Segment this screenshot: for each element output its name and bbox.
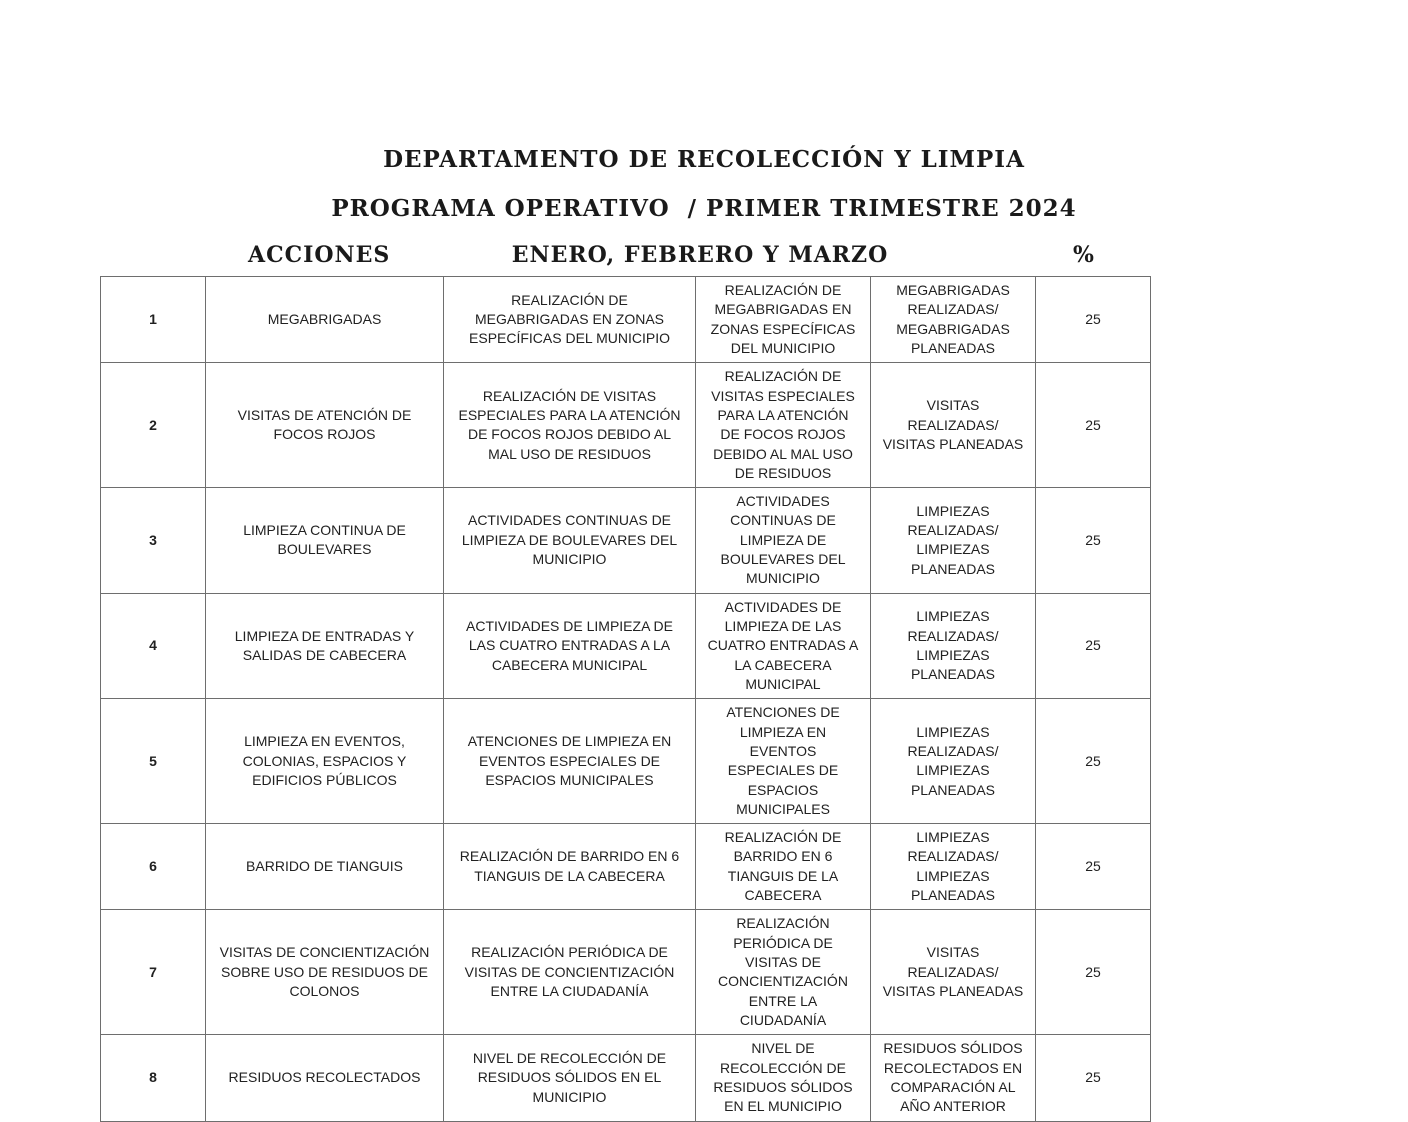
cell-description: REALIZACIÓN DE BARRIDO EN 6 TIANGUIS DE LA CABECERA (444, 824, 696, 910)
cell-percent: 25 (1036, 593, 1151, 699)
table-section (100, 242, 1150, 1122)
table-row (101, 277, 1151, 363)
cell-description-2: REALIZACIÓN PERIÓDICA DE VISITAS DE CONCIENTIZACIÓN ENTRE LA CIUDADANÍA (696, 910, 871, 1035)
cell-row-number: 2 (101, 363, 206, 488)
cell-indicator: VISITAS REALIZADAS/ VISITAS PLANEADAS (871, 363, 1036, 488)
cell-description-2: ACTIVIDADES DE LIMPIEZA DE LAS CUATRO ENTRADAS A LA CABECERA MUNICIPAL (696, 593, 871, 699)
table-row (101, 363, 1151, 488)
cell-row-number: 3 (101, 488, 206, 594)
cell-row-number: 6 (101, 824, 206, 910)
cell-action: LIMPIEZA DE ENTRADAS Y SALIDAS DE CABECERA (206, 593, 444, 699)
column-header-percent: % (1073, 242, 1095, 268)
cell-percent: 25 (1036, 910, 1151, 1035)
cell-percent: 25 (1036, 824, 1151, 910)
table-row (101, 910, 1151, 1035)
cell-indicator: VISITAS REALIZADAS/ VISITAS PLANEADAS (871, 910, 1036, 1035)
cell-description-2: ACTIVIDADES CONTINUAS DE LIMPIEZA DE BOULEVARES DEL MUNICIPIO (696, 488, 871, 594)
cell-percent: 25 (1036, 1035, 1151, 1121)
cell-action: BARRIDO DE TIANGUIS (206, 824, 444, 910)
cell-description: REALIZACIÓN DE VISITAS ESPECIALES PARA LA ATENCIÓN DE FOCOS ROJOS DEBIDO AL MAL USO DE RESIDUOS (444, 363, 696, 488)
cell-description: ACTIVIDADES DE LIMPIEZA DE LAS CUATRO ENTRADAS A LA CABECERA MUNICIPAL (444, 593, 696, 699)
cell-indicator: LIMPIEZAS REALIZADAS/ LIMPIEZAS PLANEADAS (871, 488, 1036, 594)
cell-action: RESIDUOS RECOLECTADOS (206, 1035, 444, 1121)
cell-action: LIMPIEZA EN EVENTOS, COLONIAS, ESPACIOS Y EDIFICIOS PÚBLICOS (206, 699, 444, 824)
cell-description: NIVEL DE RECOLECCIÓN DE RESIDUOS SÓLIDOS EN EL MUNICIPIO (444, 1035, 696, 1121)
table-row (101, 699, 1151, 824)
table-row (101, 488, 1151, 594)
cell-description: ATENCIONES DE LIMPIEZA EN EVENTOS ESPECIALES DE ESPACIOS MUNICIPALES (444, 699, 696, 824)
cell-row-number: 4 (101, 593, 206, 699)
cell-indicator: LIMPIEZAS REALIZADAS/ LIMPIEZAS PLANEADAS (871, 593, 1036, 699)
cell-description-2: ATENCIONES DE LIMPIEZA EN EVENTOS ESPECIALES DE ESPACIOS MUNICIPALES (696, 699, 871, 824)
column-header-row (100, 242, 1150, 276)
cell-action: VISITAS DE ATENCIÓN DE FOCOS ROJOS (206, 363, 444, 488)
cell-indicator: LIMPIEZAS REALIZADAS/ LIMPIEZAS PLANEADAS (871, 699, 1036, 824)
column-header-acciones: ACCIONES (248, 242, 391, 268)
cell-description-2: REALIZACIÓN DE MEGABRIGADAS EN ZONAS ESPECÍFICAS DEL MUNICIPIO (696, 277, 871, 363)
cell-row-number: 7 (101, 910, 206, 1035)
operational-program-table (100, 276, 1151, 1122)
cell-row-number: 5 (101, 699, 206, 824)
cell-action: VISITAS DE CONCIENTIZACIÓN SOBRE USO DE RESIDUOS DE COLONOS (206, 910, 444, 1035)
column-header-months: ENERO, FEBRERO Y MARZO (511, 242, 889, 268)
table-row (101, 824, 1151, 910)
cell-indicator: RESIDUOS SÓLIDOS RECOLECTADOS EN COMPARACIÓN AL AÑO ANTERIOR (871, 1035, 1036, 1121)
cell-percent: 25 (1036, 277, 1151, 363)
cell-row-number: 1 (101, 277, 206, 363)
cell-percent: 25 (1036, 699, 1151, 824)
cell-description: REALIZACIÓN PERIÓDICA DE VISITAS DE CONCIENTIZACIÓN ENTRE LA CIUDADANÍA (444, 910, 696, 1035)
cell-description-2: NIVEL DE RECOLECCIÓN DE RESIDUOS SÓLIDOS EN EL MUNICIPIO (696, 1035, 871, 1121)
table-row (101, 593, 1151, 699)
cell-action: LIMPIEZA CONTINUA DE BOULEVARES (206, 488, 444, 594)
cell-description-2: REALIZACIÓN DE VISITAS ESPECIALES PARA LA ATENCIÓN DE FOCOS ROJOS DEBIDO AL MAL USO DE RESIDUOS (696, 363, 871, 488)
doc-title-line1: DEPARTAMENTO DE RECOLECCIÓN Y LIMPIA (383, 146, 1025, 173)
cell-action: MEGABRIGADAS (206, 277, 444, 363)
doc-title-line2: PROGRAMA OPERATIVO / PRIMER TRIMESTRE 2024 (331, 195, 1077, 222)
table-row (101, 1035, 1151, 1121)
cell-indicator: LIMPIEZAS REALIZADAS/ LIMPIEZAS PLANEADAS (871, 824, 1036, 910)
cell-row-number: 8 (101, 1035, 206, 1121)
cell-description-2: REALIZACIÓN DE BARRIDO EN 6 TIANGUIS DE LA CABECERA (696, 824, 871, 910)
cell-percent: 25 (1036, 488, 1151, 594)
cell-percent: 25 (1036, 363, 1151, 488)
cell-description: REALIZACIÓN DE MEGABRIGADAS EN ZONAS ESPECÍFICAS DEL MUNICIPIO (444, 277, 696, 363)
cell-description: ACTIVIDADES CONTINUAS DE LIMPIEZA DE BOULEVARES DEL MUNICIPIO (444, 488, 696, 594)
cell-indicator: MEGABRIGADAS REALIZADAS/ MEGABRIGADAS PLANEADAS (871, 277, 1036, 363)
